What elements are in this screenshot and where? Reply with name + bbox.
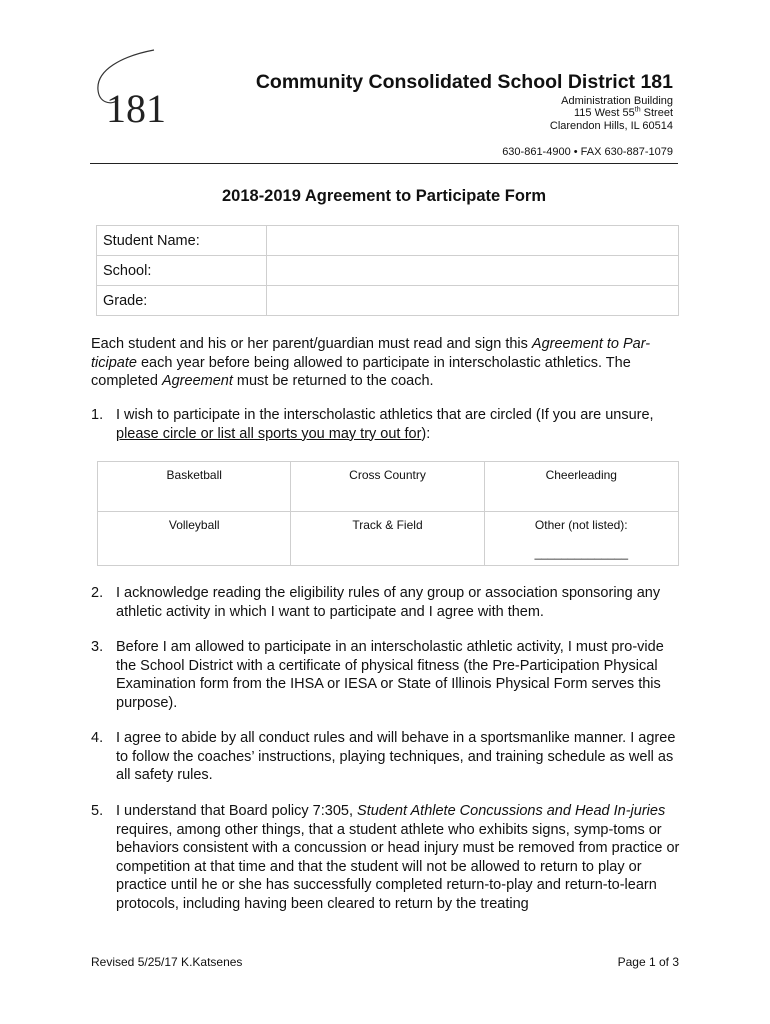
item-text: I understand that Board policy 7:305, Student Athlete Concussions and Head In-juries requires, among other things, that a student athlete who exhibits signs, symp-toms or behaviors consistent with a concussion or head injury must be removed from practice or competition at that time and that the student will not be allowed to return to play or practice until he or she has successfully completed return-to-play and return-to-learn protocols, including having been cleared to return by the treating bbox=[116, 803, 680, 912]
sport-other-label: Other (not listed): bbox=[534, 518, 628, 532]
student-info-table bbox=[96, 225, 679, 316]
district-logo bbox=[92, 48, 176, 130]
logo-number: 181 bbox=[106, 86, 166, 130]
student-name-field[interactable] bbox=[267, 226, 679, 256]
grade-field[interactable] bbox=[267, 286, 679, 316]
agreement-item-5 bbox=[91, 802, 683, 913]
school-field[interactable] bbox=[267, 256, 679, 286]
page-number: Page 1 of 3 bbox=[617, 955, 679, 969]
address-street: 115 West 55th Street bbox=[574, 106, 673, 119]
address-city: Clarendon Hills, IL 60514 bbox=[549, 120, 673, 132]
school-label: School: bbox=[97, 256, 267, 286]
phone-fax: 630-861-4900 • FAX 630-887-1079 bbox=[502, 146, 673, 158]
student-name-label: Student Name: bbox=[97, 226, 267, 256]
district-logo-mark bbox=[92, 48, 176, 130]
sports-table bbox=[97, 461, 679, 566]
header-divider bbox=[90, 163, 678, 164]
agreement-item-2 bbox=[91, 584, 683, 621]
student-name-row bbox=[97, 226, 679, 256]
revision-note: Revised 5/25/17 K.Katsenes bbox=[91, 955, 243, 969]
sport-basketball[interactable]: Basketball bbox=[98, 462, 291, 512]
sport-other[interactable] bbox=[484, 512, 678, 566]
sport-volleyball[interactable]: Volleyball bbox=[98, 512, 291, 566]
item-number: 5. bbox=[91, 803, 104, 819]
item-text: I acknowledge reading the eligibility rules of any group or association sponsoring any athletic activity in which I want to participate and I agree with them. bbox=[116, 585, 661, 620]
agreement-item-3 bbox=[91, 638, 683, 712]
form-title: 2018-2019 Agreement to Participate Form bbox=[221, 187, 546, 205]
item-number: 4. bbox=[91, 730, 104, 746]
sport-cross-country[interactable]: Cross Country bbox=[291, 462, 484, 512]
item-number: 3. bbox=[91, 639, 104, 655]
sport-track-field[interactable]: Track & Field bbox=[291, 512, 484, 566]
item-text: I wish to participate in the interscholastic athletics that are circled (If you are unsure, please circle or list all sports you may try out for): bbox=[116, 407, 654, 442]
item-number: 1. bbox=[91, 407, 104, 423]
item-text: Before I am allowed to participate in an interscholastic athletic activity, I must pro-vide the School District with a certificate of physical fitness (the Pre-Participation Physical Examination form from the IHSA or IESA or State of Illinois Physical Form serves this purpose). bbox=[116, 639, 664, 711]
item-number: 2. bbox=[91, 585, 104, 601]
sport-other-blank[interactable]: ______________ bbox=[534, 546, 628, 560]
item-text: I agree to abide by all conduct rules and will behave in a sportsmanlike manner. I agree to follow the coaches’ instructions, playing techniques, and training schedule as well as all safety rules. bbox=[116, 730, 676, 783]
sports-row bbox=[98, 512, 679, 566]
address-building: Administration Building bbox=[561, 95, 673, 107]
agreement-item-1 bbox=[91, 406, 683, 443]
agreement-item-4 bbox=[91, 729, 683, 785]
district-name: Community Consolidated School District 181 bbox=[255, 71, 673, 93]
intro-paragraph: Each student and his or her parent/guardian must read and sign this Agreement to Par-ticipate each year before being allowed to participate in interscholastic athletics. The completed Agreement must be returned to the coach. bbox=[91, 336, 651, 389]
grade-label: Grade: bbox=[97, 286, 267, 316]
school-row bbox=[97, 256, 679, 286]
sport-cheerleading[interactable]: Cheerleading bbox=[484, 462, 678, 512]
grade-row bbox=[97, 286, 679, 316]
sports-row bbox=[98, 462, 679, 512]
